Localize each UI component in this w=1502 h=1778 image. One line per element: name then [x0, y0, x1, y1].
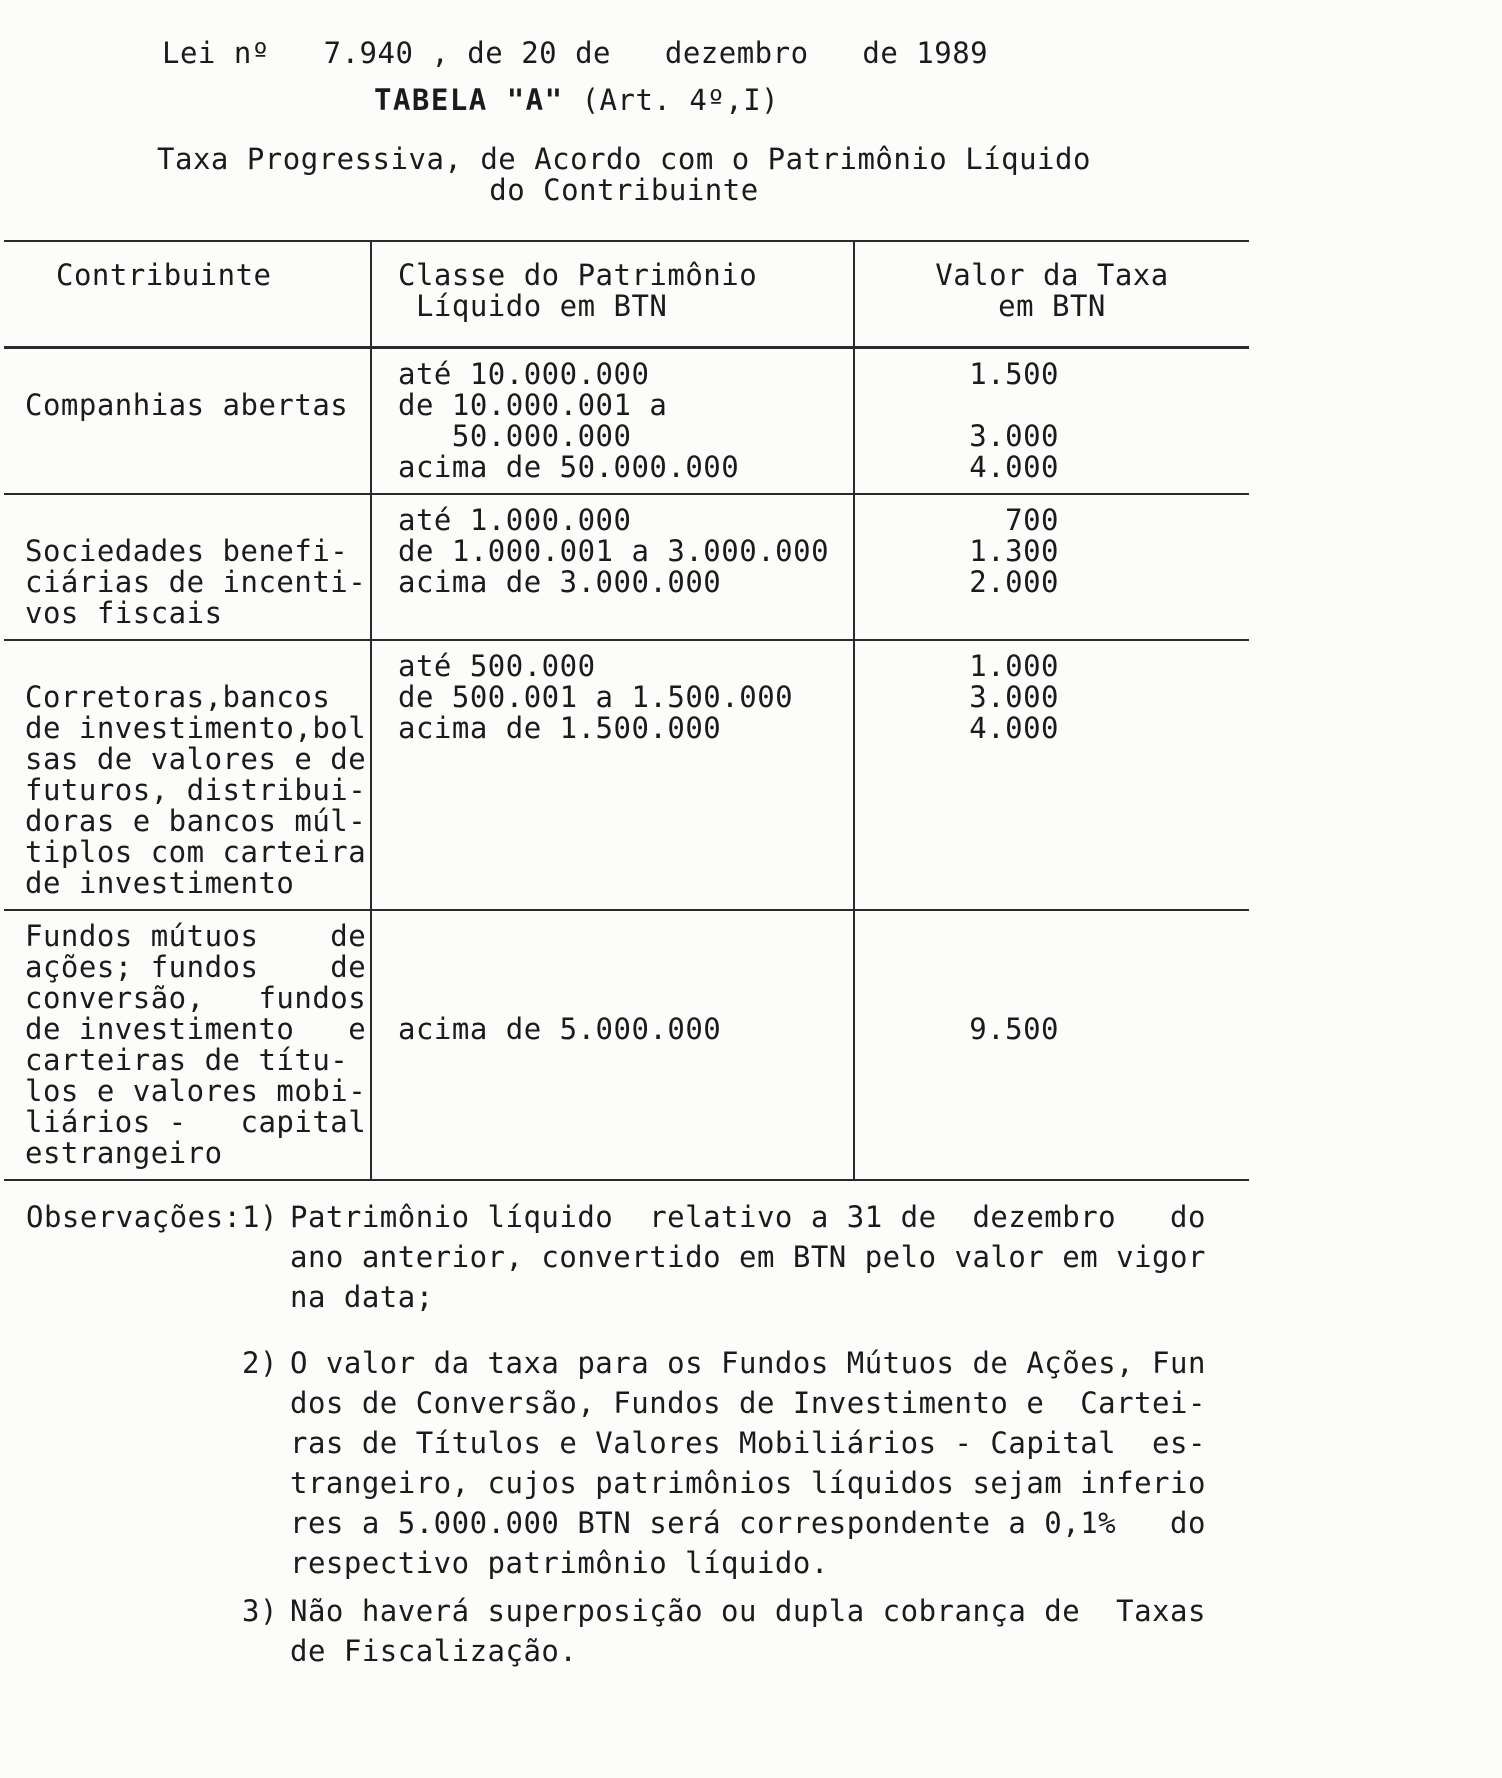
header-contribuinte-label: Contribuinte — [56, 258, 272, 292]
observations-label: Observações: — [26, 1200, 242, 1234]
cell-contribuinte: Sociedades benefi- ciárias de incenti- vos fiscais — [25, 534, 367, 630]
observations-items — [242, 1197, 1244, 1671]
cell-values: 1.000 3.000 4.000 — [969, 649, 1059, 745]
table-title — [374, 85, 1502, 116]
table-title-article: (Art. 4º,I) — [563, 83, 780, 117]
cell-classes: acima de 5.000.000 — [370, 911, 855, 1179]
cell-values: 700 1.300 2.000 — [969, 503, 1059, 599]
header-classe-patrimonio: Classe do Patrimônio Líquido em BTN — [370, 242, 855, 346]
subtitle-line-2: do Contribuinte — [489, 173, 759, 207]
table-row-companhias-abertas — [4, 349, 1249, 495]
cell-values: 1.500 3.000 4.000 — [969, 357, 1059, 484]
subtitle-line-1: Taxa Progressiva, de Acordo com o Patrimônio Líquido — [157, 142, 1091, 176]
table-row-fundos-mutuos — [4, 911, 1249, 1181]
cell-contribuinte: Fundos mútuos de ações; fundos de conversão, fundos de investimento e carteiras de títu- los e valores mobi- liários - capital estrangeiro — [25, 919, 367, 1170]
observation-item-3 — [242, 1591, 1244, 1671]
table-row-sociedades-beneficiarias — [4, 495, 1249, 641]
observation-text: Patrimônio líquido relativo a 31 de dezembro do ano anterior, convertido em BTN pelo valor em vigor na data; — [290, 1200, 1206, 1314]
table-header-row — [4, 242, 1249, 349]
table-row-corretoras-bancos — [4, 641, 1249, 911]
law-reference: Lei nº 7.940 , de 20 de dezembro de 1989 — [162, 36, 989, 70]
observation-number: 3) — [242, 1594, 278, 1628]
cell-classes: até 500.000 de 500.001 a 1.500.000 acima de 1.500.000 — [370, 641, 855, 909]
header-valor-taxa: Valor da Taxa em BTN — [935, 258, 1169, 323]
cell-contribuinte: Companhias abertas — [25, 388, 349, 422]
observation-text: Não haverá superposição ou dupla cobrança de Taxas de Fiscalização. — [290, 1594, 1206, 1668]
header-contribuinte — [4, 242, 370, 346]
observations-section — [4, 1197, 1244, 1671]
table-title-name: TABELA "A" — [374, 83, 564, 117]
cell-classes: até 1.000.000 de 1.000.001 a 3.000.000 acima de 3.000.000 — [370, 495, 855, 639]
table-subtitle — [4, 144, 1244, 206]
observation-text: O valor da taxa para os Fundos Mútuos de Ações, Fun dos de Conversão, Fundos de Investimento e Cartei- ras de Títulos e Valores Mobiliários - Capital es- trangeiro, cujos patrimônios líquidos sejam inferio res a 5.000.000 BTN será correspondente a 0,1% do respectivo patrimônio líquido. — [290, 1346, 1206, 1580]
cell-values: 9.500 — [969, 1012, 1059, 1046]
progressive-tax-table — [4, 240, 1249, 1181]
observation-item-1 — [242, 1197, 1244, 1317]
cell-classes: até 10.000.000 de 10.000.001 a 50.000.000 acima de 50.000.000 — [370, 349, 855, 493]
observation-number: 2) — [242, 1346, 278, 1380]
cell-contribuinte: Corretoras,bancos de investimento,bol sas de valores e de futuros, distribui- doras e bancos múl- tiplos com carteira de investimento — [25, 680, 367, 900]
observation-item-2 — [242, 1343, 1244, 1583]
observation-number: 1) — [242, 1200, 278, 1234]
